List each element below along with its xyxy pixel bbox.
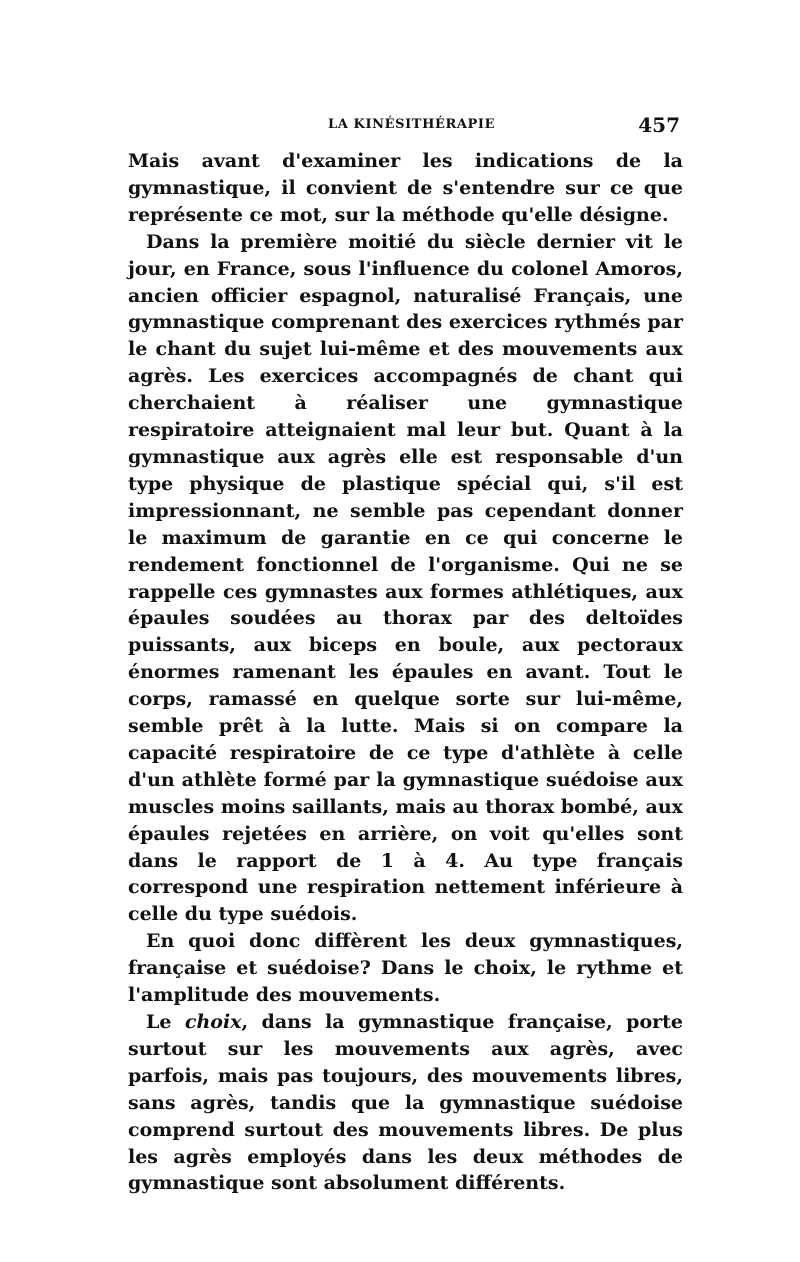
paragraph-choice	[128, 1009, 683, 1197]
italic-term-choix: choix	[184, 1011, 242, 1033]
running-head	[130, 113, 680, 139]
paragraph-choice-rest: , dans la gymnastique française, porte surtout sur les mouvements aux agrès, avec parfois, mais pas toujours, des mouvements libres, sans agrès, tandis que la gymnastique suédoise comprend surtout des mouvements libres. De plus les agrès employés dans les deux méthodes de gymnastique sont absolument différents.	[128, 1011, 683, 1195]
running-title: LA KINÉSITHÉRAPIE	[328, 117, 496, 132]
paragraph-differences: En quoi donc diffèrent les deux gymnastiques, française et suédoise? Dans le choix, le rythme et l'amplitude des mouvements.	[128, 930, 683, 1007]
paragraph-intro: Mais avant d'examiner les indications de la gymnastique, il convient de s'entendre sur ce que représente ce mot, sur la méthode qu'elle désigne.	[128, 150, 683, 226]
paragraph-history: Dans la première moitié du siècle dernier vit le jour, en France, sous l'influence du colonel Amoros, ancien officier espagnol, naturalisé Français, une gymnastique comprenant des exercices rythmés par le chant du sujet lui-même et des mouvements aux agrès. Les exercices accompagnés de chant qui cherchaient à réaliser une gymnastique respiratoire atteignaient mal leur but. Quant à la gymnastique aux agrès elle est responsable d'un type physique de plastique spécial qui, s'il est impressionnant, ne semble pas cependant donner le maximum de garantie en ce qui concerne le rendement fonctionnel de l'organisme. Qui ne se rappelle ces gymnastes aux formes athlétiques, aux épaules soudées au thorax par des deltoïdes puissants, aux biceps en boule, aux pectoraux énormes ramenant les épaules en avant. Tout le corps, ramassé en quelque sorte sur lui-même, semble prêt à la lutte. Mais si on compare la capacité respiratoire de ce type d'athlète à celle d'un athlète formé par la gymnastique suédoise aux muscles moins saillants, mais au thorax bombé, aux épaules rejetées en arrière, on voit qu'elles sont dans le rapport de 1 à 4. Au type français correspond une respiration nettement inférieure à celle du type suédois.	[128, 230, 683, 926]
body-text	[128, 148, 683, 1197]
paragraph-choice-lead: Le	[146, 1011, 185, 1033]
page-number: 457	[638, 113, 680, 137]
